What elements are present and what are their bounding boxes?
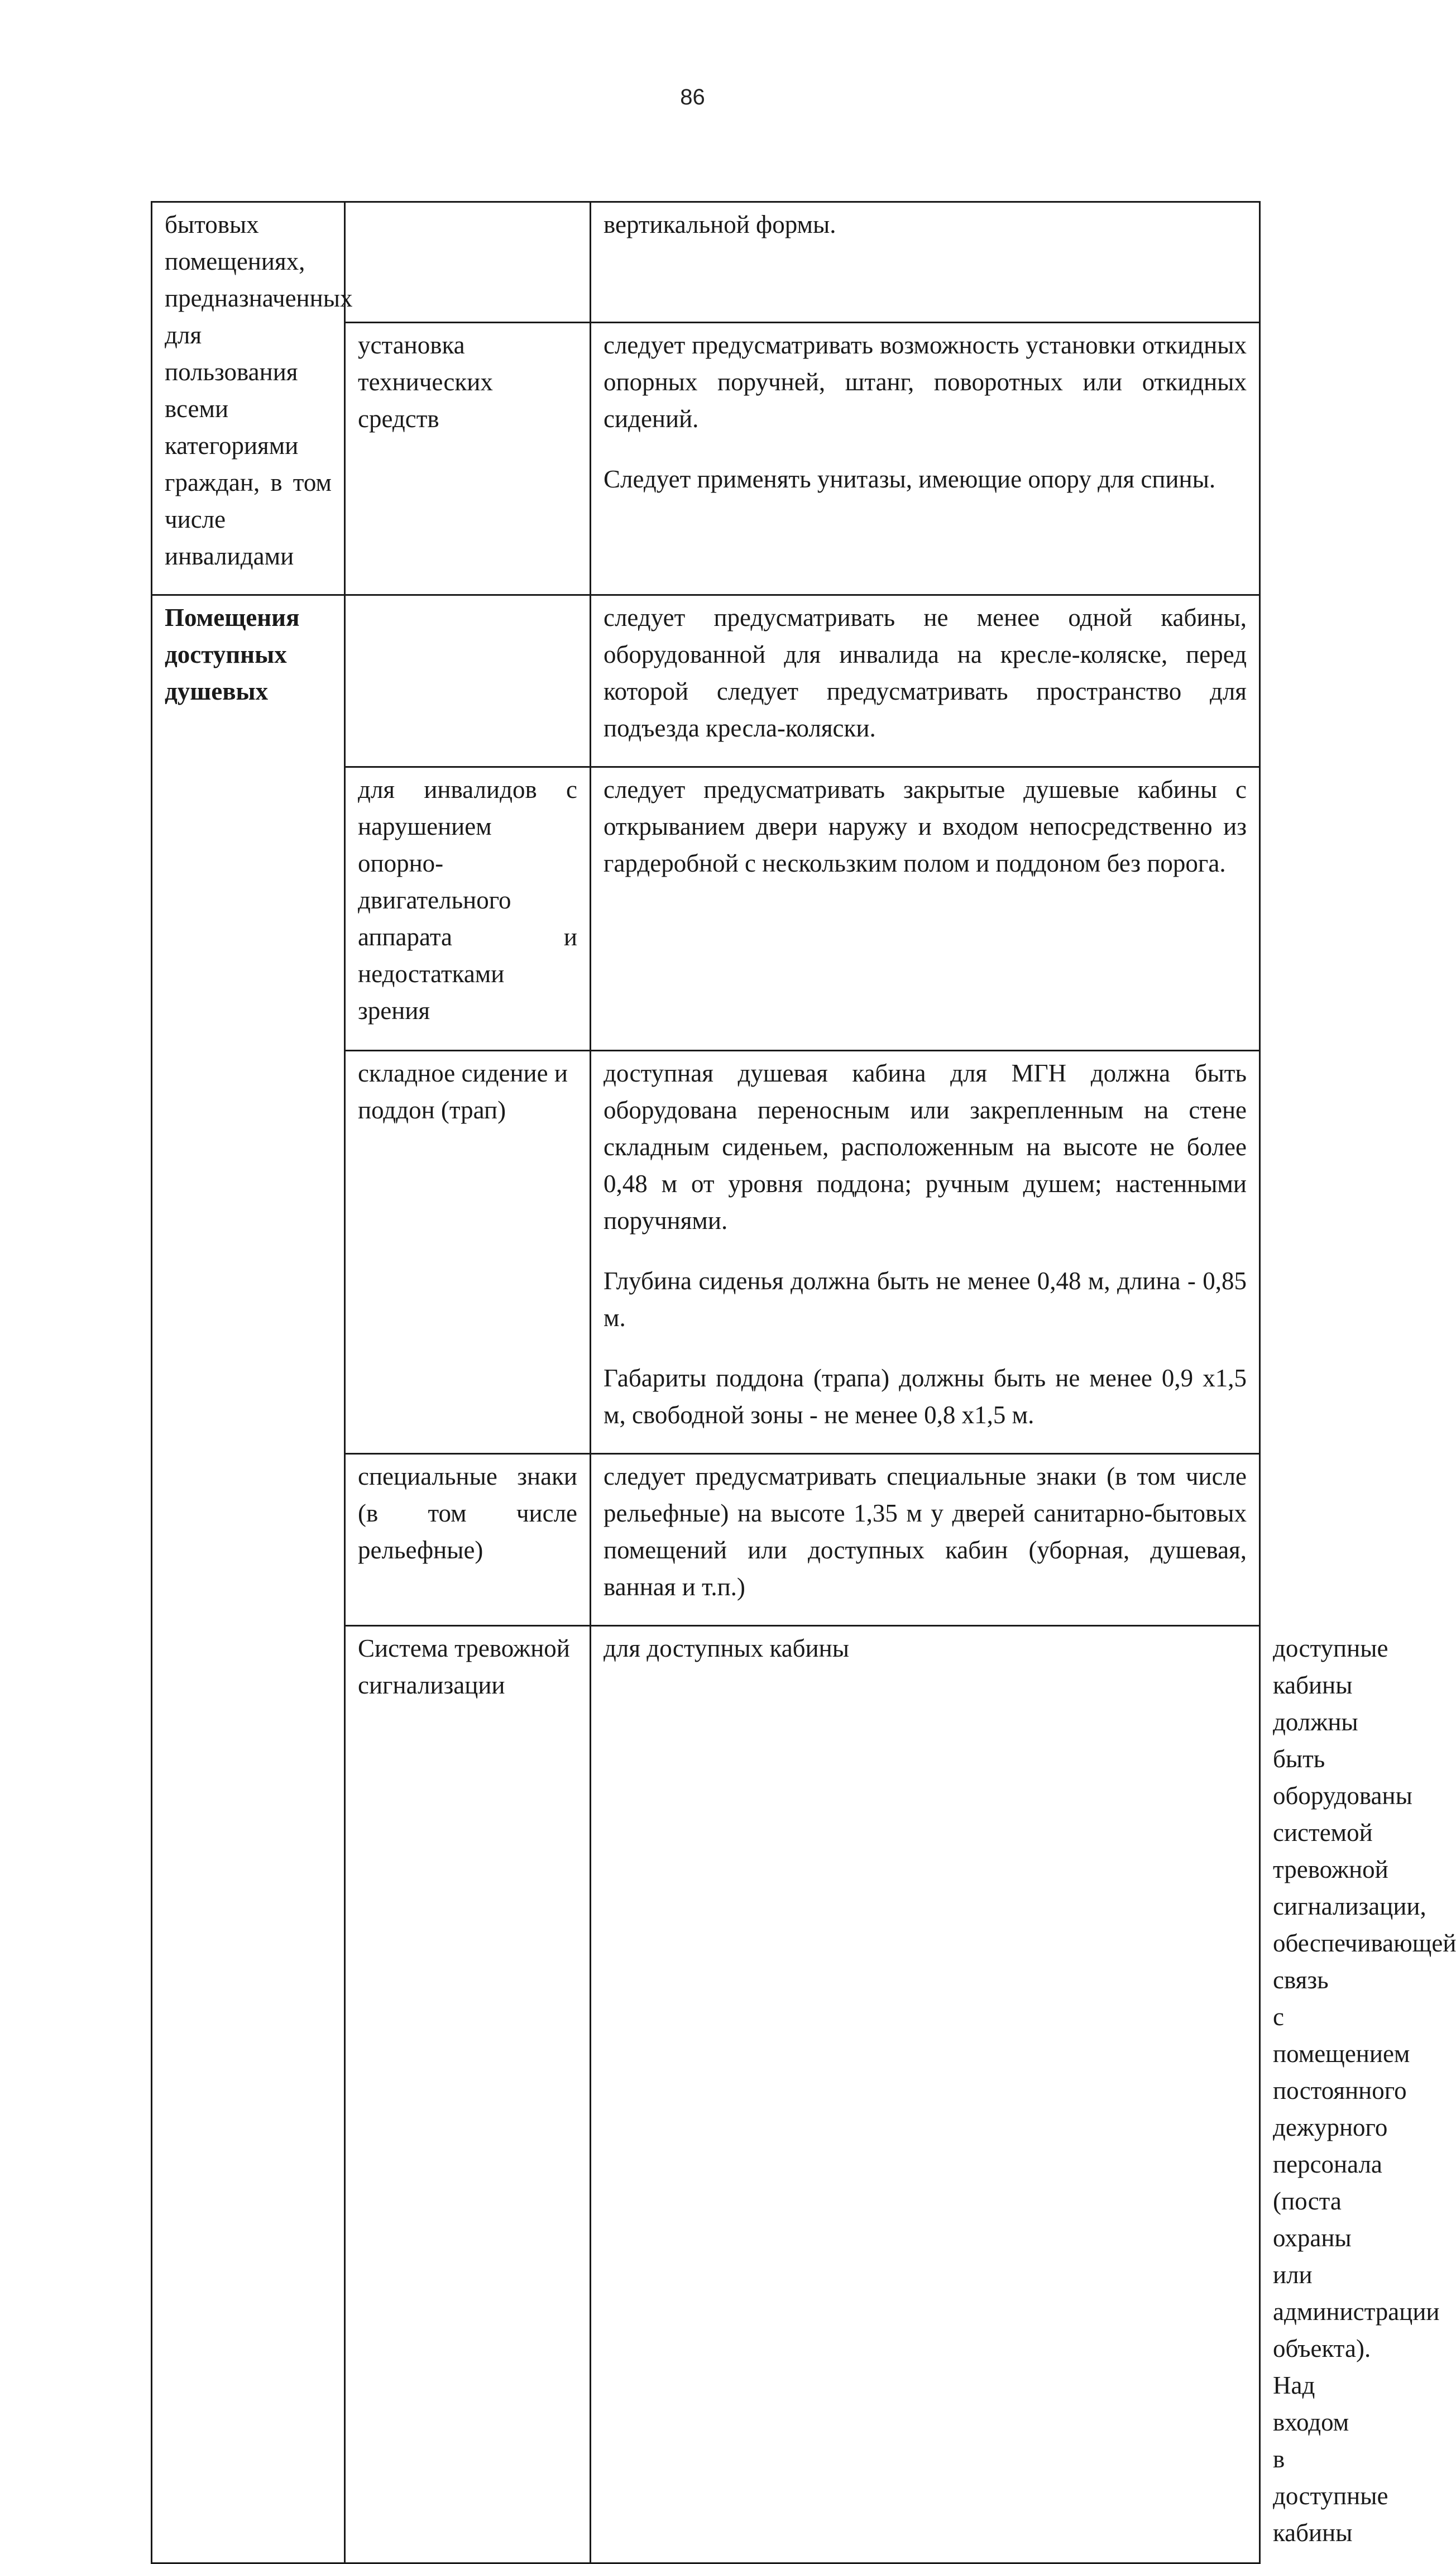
table-cell-subject [345, 1051, 591, 1454]
requirement-text: вертикальной формы. [604, 211, 836, 238]
table-row [152, 202, 1260, 323]
subject-label: для доступных кабины [604, 1634, 849, 1662]
requirement-text: Следует применять унитазы, имеющие опору для спины. [604, 465, 1216, 493]
table-cell-requirement [591, 1051, 1260, 1454]
requirement-text: следует предусматривать не менее одной кабины, оборудованной для инвалида на кресле-коляске, перед которой следует предусматривать пространство для подъезда кресла-коляски. [604, 604, 1247, 742]
requirements-table [151, 201, 1456, 2564]
table-cell-requirement [591, 1454, 1260, 1626]
subject-label: установка технических средств [358, 331, 493, 433]
requirement-text: доступная душевая кабина для МГН должна быть оборудована переносным или закрепленным на стене складным сиденьем, расположенным на высоте не более 0,48 м от уровня поддона; ручным душем; настенными поручнями. [604, 1059, 1247, 1235]
page-number: 86 [680, 85, 705, 109]
requirement-text: Габариты поддона (трапа) должны быть не менее 0,9 х1,5 м, свободной зоны - не менее 0,8 х1,5 м. [604, 1364, 1247, 1429]
table-cell-category [345, 1626, 591, 2563]
requirement-text: следует предусматривать специальные знаки (в том числе рельефные) на высоте 1,35 м у дверей санитарно-бытовых помещений или доступных кабин (уборная, душевая, ванная и т.п.) [604, 1462, 1247, 1601]
table-cell-subject [591, 1626, 1260, 2563]
table-cell-subject [345, 595, 591, 767]
table-cell-subject [345, 323, 591, 595]
subject-label: специальные знаки (в том числе рельефные) [358, 1462, 577, 1564]
table-cell-subject [345, 202, 591, 323]
table-cell-subject [345, 767, 591, 1051]
table-cell-requirement [591, 323, 1260, 595]
subject-label: складное сидение и поддон (трап) [358, 1059, 568, 1124]
requirement-text: следует предусматривать закрытые душевые кабины с открыванием двери наружу и входом непосредственно из гардеробной с нескользким полом и поддоном без порога. [604, 776, 1247, 877]
table-cell-requirement [591, 202, 1260, 323]
table-cell-category [152, 595, 345, 2563]
subject-label: для инвалидов с нарушением опорно-двигательного аппарата и недостатками зрения [358, 776, 577, 1025]
table-row: Система тревожной сигнализации для доступных кабины доступные кабины должны быть оборудованы системой тревожной сигнализации, обеспечивающей связь с помещением постоянного дежурного персонала (поста охраны или администрации объекта). Над входом в доступные кабины [152, 1626, 1260, 2563]
table-cell-category [152, 202, 353, 595]
requirement-text: Глубина сиденья должна быть не менее 0,48 м, длина - 0,85 м. [604, 1267, 1247, 1332]
category-label: Система тревожной сигнализации [358, 1634, 570, 1699]
table-cell-requirement [591, 595, 1260, 767]
category-label: бытовых помещениях, предназначенных для пользования всеми категориями граждан, в том числе инвалидами [165, 211, 353, 570]
category-heading: Помещения доступных душевых [165, 604, 300, 705]
table-cell-subject [345, 1454, 591, 1626]
requirement-text: следует предусматривать возможность установки откидных опорных поручней, штанг, поворотных или откидных сидений. [604, 331, 1247, 433]
table-cell-requirement [591, 767, 1260, 1051]
table-row [152, 595, 1260, 767]
